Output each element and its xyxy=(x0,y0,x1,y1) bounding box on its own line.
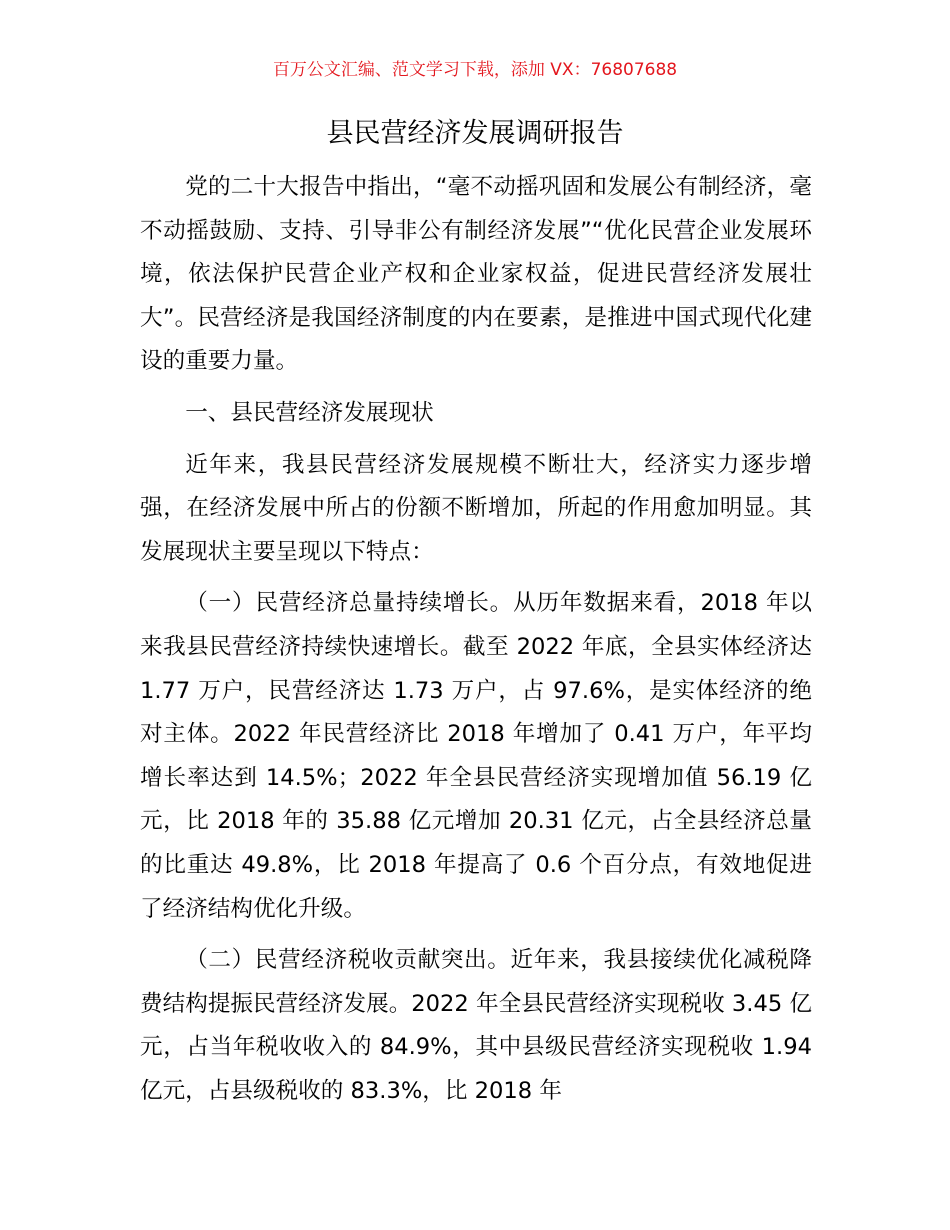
paragraph-overview: 近年来，我县民营经济发展规模不断壮大，经济实力逐步增强，在经济发展中所占的份额不断增加，所起的作用愈加明显。其发展现状主要呈现以下特点： xyxy=(140,451,812,565)
document-title: 县民营经济发展调研报告 xyxy=(326,118,624,149)
paragraph-point-2: （二）民营经济税收贡献突出。近年来，我县接续优化减税降费结构提振民营经济发展。2022 年全县民营经济实现税收 3.45 亿元，占当年税收收入的 84.9%，其中县级民营经济实现税收 1.94 亿元，占县级税收的 83.3%，比 2018 年 xyxy=(140,947,812,1104)
header-watermark: 百万公文汇编、范文学习下载，添加 VX：76807688 xyxy=(272,60,678,80)
paragraph-intro: 党的二十大报告中指出，“毫不动摇巩固和发展公有制经济，毫不动摇鼓励、支持、引导非公有制经济发展”“优化民营企业发展环境，依法保护民营企业产权和企业家权益，促进民营经济发展壮大”。民营经济是我国经济制度的内在要素，是推进中国式现代化建设的重要力量。 xyxy=(140,174,812,375)
section-heading-1: 一、县民营经济发展现状 xyxy=(185,399,434,426)
paragraph-point-1: （一）民营经济总量持续增长。从历年数据来看，2018 年以来我县民营经济持续快速增长。截至 2022 年底，全县实体经济达 1.77 万户，民营经济达 1.73 万户，占 97.6%，是实体经济的绝对主体。2022 年民营经济比 2018 年增加了 0.41 万户，年平均增长率达到 14.5%；2022 年全县民营经济实现增加值 56.19 亿元，比 2018 年的 35.88 亿元增加 20.31 亿元，占全县经济总量的比重达 49.8%，比 2018 年提高了 0.6 个百分点，有效地促进了经济结构优化升级。 xyxy=(140,590,812,922)
document-body xyxy=(140,166,812,1121)
